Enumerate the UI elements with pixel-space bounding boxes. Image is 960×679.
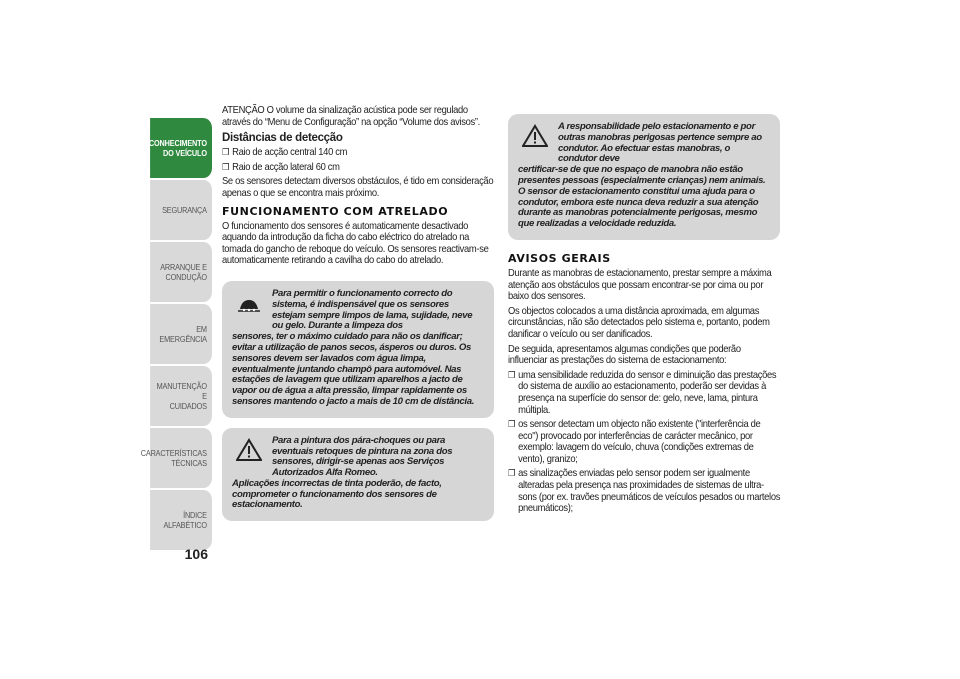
warning-triangle-icon xyxy=(522,124,548,148)
warning-box-sensor-cleaning xyxy=(222,281,494,418)
tab-label: ÍNDICE ALFABÉTICO xyxy=(163,510,207,530)
warning-lead-text: A responsabilidade pelo estacionamento e por outras manobras perigosas pertence sempre ao condutor. Ao efectuar estas manobras, o condutor deve xyxy=(558,121,762,165)
attention-note: ATENÇÃO O volume da sinalização acústica pode ser regulado através do “Menu de Configuração” na opção “Volume dos avisos”. xyxy=(222,105,480,128)
list-item-text: Raio de acção lateral 60 cm xyxy=(232,161,340,173)
warning-box-painting xyxy=(222,428,494,522)
tab-label: SEGURANÇA xyxy=(162,205,207,215)
general-warnings-title: AVISOS GERAIS xyxy=(508,251,611,265)
tab-conhecimento-do-veiculo[interactable] xyxy=(150,118,212,178)
list-item-text: os sensor detectam um objecto não existente ("interferência de eco") provocado por interferências de carácter mecânico, por exemplo: lavagem do veículo, chuva (condições extremas de vento), granizo; xyxy=(518,419,761,465)
car-sensor-icon xyxy=(236,291,262,315)
general-paragraph-2: Os objectos colocados a uma distância aproximada, em algumas circunstâncias, não são detectados pelo sistema e, portanto, podem danificar o veículo ou ser danificados. xyxy=(508,305,770,340)
tab-em-emergencia[interactable] xyxy=(150,304,212,364)
tab-label: CARACTERÍSTICAS TÉCNICAS xyxy=(140,448,207,468)
general-paragraph-1: Durante as manobras de estacionamento, prestar sempre a máxima atenção aos obstáculos que possam encontrar-se por cima ou por baixo dos sensores. xyxy=(508,267,772,303)
list-item-text: Raio de acção central 140 cm xyxy=(232,147,348,159)
checkbox-bullet-icon: ❒ xyxy=(222,161,230,172)
tab-arranque-e-conducao[interactable] xyxy=(150,242,212,302)
tab-indice-alfabetico[interactable] xyxy=(150,490,212,550)
trailer-paragraph: O funcionamento dos sensores é automaticamente desactivado aquando da introdução da ficha do cabo eléctrico do atrelado na tomada do gancho de reboque do veículo. Os sensores reactivam-se automaticamente retirando a cavilha do cabo do atrelado. xyxy=(222,220,489,267)
right-column xyxy=(508,114,780,518)
checkbox-bullet-icon: ❒ xyxy=(508,369,516,380)
warning-body-text: certificar-se de que no espaço de manobra não estão presentes pessoas (especialmente crianças) nem animais. O sensor de estacionamento constitui uma ajuda para o condutor, embora este nunca deva reduzir a sua atenção durante as manobras potencialmente perigosas, mesmo que realizadas a velocidade reduzida. xyxy=(518,164,766,230)
tab-label: CONHECIMENTO DO VEÍCULO xyxy=(148,138,207,158)
checkbox-bullet-icon: ❒ xyxy=(508,419,516,430)
warning-lead-text: Para permitir o funcionamento correcto do sistema, é indispensável que os sensores estejam sempre limpos de lama, sujidade, neve ou gelo. Durante a limpeza dos xyxy=(272,287,473,332)
distances-heading: Distâncias de detecção xyxy=(222,132,343,145)
left-column xyxy=(222,105,494,531)
checkbox-bullet-icon: ❒ xyxy=(222,147,230,158)
list-item-text: as sinalizações enviadas pelo sensor podem ser igualmente alteradas pela presença nas proximidades de sistemas de ultra-sons (por ex. travões pneumáticos de veículos pesados ou martelos pneumáticos); xyxy=(518,468,781,515)
warning-triangle-icon xyxy=(236,438,262,462)
list-item-text: uma sensibilidade reduzida do sensor e diminuição das prestações do sistema de auxílio ao estacionamento, poderão ser devidas à presença na superfície do sensor de: gelo, neve, lama, pintura múltipla. xyxy=(518,369,777,416)
warning-body-text: Aplicações incorrectas de tinta poderão, de facto, comprometer o funcionamento dos sensores de estacionamento. xyxy=(232,477,442,511)
tab-label: ARRANQUE E CONDUÇÃO xyxy=(160,262,207,282)
list-item xyxy=(508,468,780,514)
warning-lead-text: Para a pintura dos pára-choques ou para eventuais retoques de pintura na zona dos sensores, dirigir-se apenas aos Serviços Autorizados Alfa Romeo. xyxy=(272,434,453,479)
tab-label: EM EMERGÊNCIA xyxy=(159,324,207,344)
list-item xyxy=(222,162,494,174)
obstacles-note: Se os sensores detectam diversos obstáculos, é tido em consideração apenas o que se encontra mais próximo. xyxy=(222,176,494,199)
tab-label: MANUTENÇÃO E CUIDADOS xyxy=(156,381,207,411)
checkbox-bullet-icon: ❒ xyxy=(508,468,516,479)
list-item xyxy=(508,370,780,416)
general-paragraph-3: De seguida, apresentamos algumas condições que poderão influenciar as prestações do sistema de estacionamento: xyxy=(508,343,741,367)
tab-manutencao-e-cuidados[interactable] xyxy=(150,366,212,426)
tab-seguranca[interactable] xyxy=(150,180,212,240)
trailer-section-title: FUNCIONAMENTO COM ATRELADO xyxy=(222,204,449,218)
page-number: 106 xyxy=(184,546,208,562)
warning-box-driver-responsibility xyxy=(508,114,780,240)
list-item xyxy=(222,147,494,159)
tab-caracteristicas-tecnicas[interactable] xyxy=(140,428,212,488)
list-item xyxy=(508,419,780,465)
warning-body-text: sensores, ter o máximo cuidado para não os danificar; evitar a utilização de panos secos, ásperos ou duros. Os sensores devem ser lavados com água limpa, eventualmente juntando champô para automóvel. Nas estações de lavagem que utilizam aparelhos a jacto de vapor ou de água a alta pressão, limpar rapidamente os sensores mantendo o jacto a mais de 10 cm de distância. xyxy=(232,331,475,407)
